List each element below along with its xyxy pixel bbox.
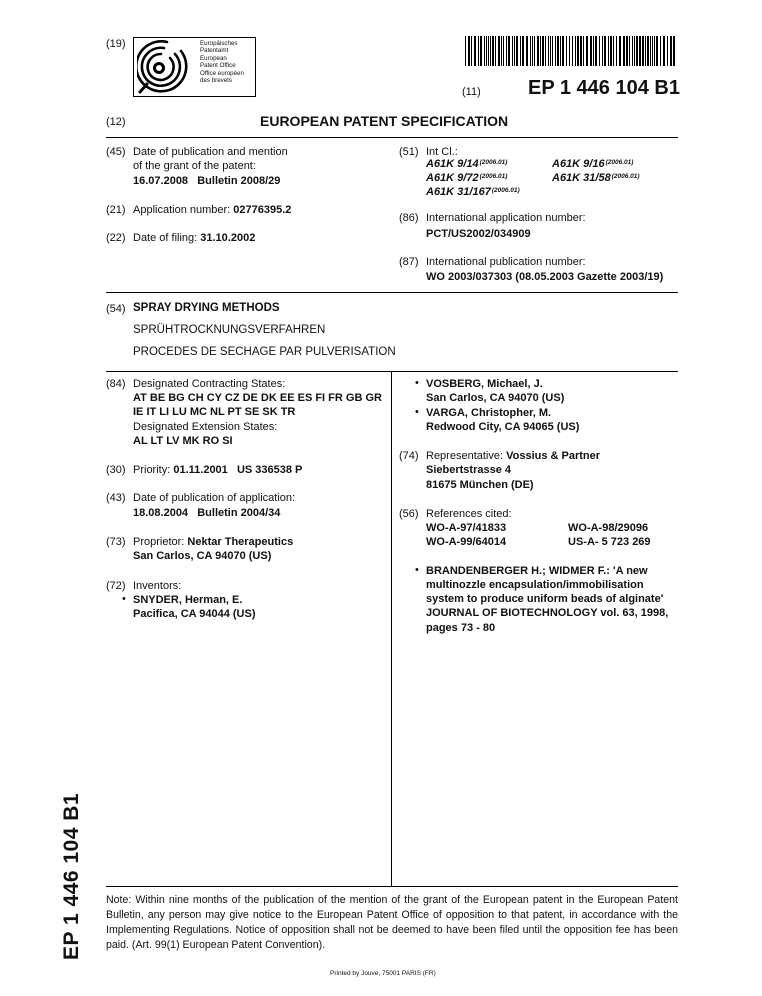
barcode-bar — [508, 36, 510, 66]
inventor-address: Pacifica, CA 94044 (US) — [133, 608, 256, 620]
barcode-bar — [632, 36, 633, 66]
inid-74: (74) — [399, 450, 419, 462]
barcode-bar — [670, 36, 672, 66]
barcode-bar — [542, 36, 544, 66]
int-cl-label: Int Cl.: — [426, 146, 458, 158]
inventor-name: SNYDER, Herman, E. — [133, 594, 243, 606]
epo-logo — [133, 37, 256, 97]
npl-reference: multinozzle encapsulation/immobilisation — [426, 579, 644, 591]
barcode-bar — [557, 36, 559, 66]
title-en: SPRAY DRYING METHODS — [133, 302, 280, 314]
barcode-bar — [537, 36, 539, 66]
filing-date: Date of filing: 31.10.2002 — [133, 232, 256, 244]
inid-56: (56) — [399, 508, 419, 520]
document-type: EUROPEAN PATENT SPECIFICATION — [260, 113, 509, 129]
grant-date-label: Date of publication and mention — [133, 146, 288, 158]
npl-reference: JOURNAL OF BIOTECHNOLOGY vol. 63, 1998, — [426, 607, 669, 619]
divider — [106, 137, 678, 138]
proprietor-address: San Carlos, CA 94070 (US) — [133, 550, 272, 562]
barcode-bar — [540, 36, 541, 66]
barcode-bar — [522, 36, 524, 66]
barcode-bar — [562, 36, 564, 66]
barcode-bar — [548, 36, 549, 66]
printer-footer: Printed by Jouve, 75001 PARIS (FR) — [330, 970, 436, 977]
extension-states: AL LT LV MK RO SI — [133, 435, 233, 447]
barcode-bar — [619, 36, 621, 66]
barcode-bar — [590, 36, 592, 66]
barcode-bar — [623, 36, 625, 66]
ipc-class: A61K $31/167^{(2006.01)}$ — [426, 186, 520, 198]
priority: Priority: 01.11.2001 US 336538 P — [133, 464, 303, 476]
opposition-note: Note: Within nine months of the publication of the mention of the grant of the European patent in the European Patent Bulletin, any person may give notice to the European Patent Office of opposition to that patent, in accordance with the Implementing Regulations. Notice of opposition shall not be deemed to have been filed until the opposition fee has been paid. (Art. 99(1) European Patent Convention). — [106, 894, 678, 951]
barcode-bar — [663, 36, 665, 66]
inid-43: (43) — [106, 492, 126, 504]
inid-73: (73) — [106, 536, 126, 548]
inventor-name: VOSBERG, Michael, J. — [426, 378, 543, 390]
barcode-bar — [550, 36, 551, 66]
barcode-bar — [478, 36, 479, 66]
office-name: Europäisches Patentamt European Patent Office Office européen des brevets — [200, 40, 244, 85]
barcode-bar — [530, 36, 531, 66]
app-pub-date: 18.08.2004 Bulletin 2004/34 — [133, 507, 281, 519]
bullet-icon: • — [122, 593, 126, 605]
barcode-bar — [608, 36, 609, 66]
inid-19: (19) — [106, 38, 126, 50]
inid-72: (72) — [106, 580, 126, 592]
barcode-bar — [555, 36, 556, 66]
grant-date: 16.07.2008 Bulletin 2008/29 — [133, 175, 281, 187]
application-number: Application number: 02776395.2 — [133, 204, 292, 216]
barcode-bar — [647, 36, 649, 66]
designated-states: IE IT LI LU MC NL PT SE SK TR — [133, 406, 296, 418]
barcode-bar — [654, 36, 655, 66]
barcode-bar — [465, 36, 466, 66]
barcode-bar — [667, 36, 668, 66]
representative: Representative: Vossius & Partner — [426, 450, 601, 462]
patent-reference: WO-A-99/64014 — [426, 536, 507, 548]
inid-22: (22) — [106, 232, 126, 244]
barcode-bar — [572, 36, 573, 66]
patent-reference: US-A- 5 723 269 — [568, 536, 651, 548]
ipc-class: A61K $9/72^{(2006.01)}$ — [426, 172, 508, 184]
barcode-bar — [569, 36, 570, 66]
barcode-bar — [650, 36, 651, 66]
ipc-class: A61K $9/14^{(2006.01)}$ — [426, 158, 508, 170]
barcode-bar — [577, 36, 579, 66]
inid-54: (54) — [106, 303, 126, 315]
barcode-bar — [656, 36, 658, 66]
barcode-bar — [634, 36, 635, 66]
barcode-bar — [474, 36, 476, 66]
divider — [106, 371, 678, 372]
title-fr: PROCEDES DE SECHAGE PAR PULVERISATION — [133, 346, 396, 358]
barcode-bar — [599, 36, 600, 66]
designated-states-label: Designated Contracting States: — [133, 378, 286, 390]
barcode-bar — [480, 36, 482, 66]
barcode-bar — [488, 36, 489, 66]
barcode-bar — [534, 36, 535, 66]
barcode-bar — [545, 36, 546, 66]
barcode-bar — [642, 36, 644, 66]
barcode — [465, 36, 678, 66]
grant-date-label-2: of the grant of the patent: — [133, 160, 256, 172]
npl-reference: BRANDENBERGER H.; WIDMER F.: 'A new — [426, 565, 648, 577]
representative-city: 81675 München (DE) — [426, 479, 534, 491]
bullet-icon: • — [415, 377, 419, 389]
barcode-bar — [673, 36, 675, 66]
barcode-bar — [501, 36, 502, 66]
bullet-icon: • — [415, 564, 419, 576]
barcode-bar — [503, 36, 504, 66]
designated-states: AT BE BG CH CY CZ DE DK EE ES FI FR GB GR — [133, 392, 382, 404]
barcode-bar — [652, 36, 653, 66]
inventor-name: VARGA, Christopher, M. — [426, 407, 552, 419]
barcode-bar — [593, 36, 594, 66]
ipc-class: A61K $31/58^{(2006.01)}$ — [552, 172, 640, 184]
divider — [106, 886, 678, 887]
publication-number: EP 1 446 104 B1 — [528, 77, 680, 99]
title-de: SPRÜHTROCKNUNGSVERFAHREN — [133, 324, 326, 336]
barcode-bar — [636, 36, 638, 66]
npl-reference: system to produce uniform beads of alginate' — [426, 593, 664, 605]
barcode-bar — [660, 36, 661, 66]
inid-87: (87) — [399, 256, 419, 268]
barcode-bar — [580, 36, 582, 66]
representative-street: Siebertstrasse 4 — [426, 464, 511, 476]
barcode-bar — [532, 36, 533, 66]
barcode-bar — [639, 36, 641, 66]
barcode-bar — [560, 36, 561, 66]
barcode-bar — [512, 36, 513, 66]
inid-30: (30) — [106, 464, 126, 476]
ipc-class: A61K $9/16^{(2006.01)}$ — [552, 158, 634, 170]
barcode-bar — [575, 36, 576, 66]
barcode-bar — [552, 36, 553, 66]
barcode-bar — [602, 36, 603, 66]
barcode-bar — [498, 36, 500, 66]
inid-45: (45) — [106, 146, 126, 158]
barcode-bar — [486, 36, 487, 66]
proprietor: Proprietor: Nektar Therapeutics — [133, 536, 294, 548]
inid-51: (51) — [399, 146, 419, 158]
inventors-label: Inventors: — [133, 580, 182, 592]
barcode-bar — [613, 36, 614, 66]
barcode-bar — [595, 36, 597, 66]
barcode-bar — [468, 36, 470, 66]
barcode-bar — [506, 36, 507, 66]
barcode-bar — [514, 36, 515, 66]
barcode-bar — [484, 36, 485, 66]
inventor-address: Redwood City, CA 94065 (US) — [426, 421, 580, 433]
inid-84: (84) — [106, 378, 126, 390]
barcode-bar — [566, 36, 567, 66]
barcode-bar — [471, 36, 472, 66]
patent-reference: WO-A-97/41833 — [426, 522, 507, 534]
references-label: References cited: — [426, 508, 512, 520]
barcode-bar — [626, 36, 628, 66]
barcode-bar — [604, 36, 606, 66]
column-divider — [391, 371, 392, 886]
barcode-bar — [583, 36, 584, 66]
barcode-bar — [586, 36, 588, 66]
intl-app-number: PCT/US2002/034909 — [426, 228, 531, 240]
inid-21: (21) — [106, 204, 126, 216]
app-pub-label: Date of publication of application: — [133, 492, 296, 504]
barcode-bar — [645, 36, 646, 66]
intl-app-label: International application number: — [426, 212, 586, 224]
intl-pub-number: WO 2003/037303 (08.05.2003 Gazette 2003/19) — [426, 271, 664, 283]
bullet-icon: • — [415, 406, 419, 418]
barcode-bar — [616, 36, 617, 66]
npl-reference: pages 73 - 80 — [426, 622, 496, 634]
patent-reference: WO-A-98/29096 — [568, 522, 649, 534]
barcode-bar — [610, 36, 612, 66]
barcode-bar — [526, 36, 528, 66]
barcode-bar — [492, 36, 494, 66]
inid-12: (12) — [106, 116, 126, 128]
epo-emblem-icon — [137, 38, 197, 96]
barcode-bar — [629, 36, 630, 66]
barcode-bar — [495, 36, 496, 66]
side-publication-number: EP 1 446 104 B1 — [60, 792, 83, 960]
divider — [106, 292, 678, 293]
barcode-bar — [490, 36, 491, 66]
barcode-bar — [520, 36, 521, 66]
inid-86: (86) — [399, 212, 419, 224]
barcode-bar — [516, 36, 518, 66]
intl-pub-label: International publication number: — [426, 256, 586, 268]
extension-states-label: Designated Extension States: — [133, 421, 278, 433]
inid-11: (11) — [462, 86, 481, 98]
inventor-address: San Carlos, CA 94070 (US) — [426, 392, 565, 404]
